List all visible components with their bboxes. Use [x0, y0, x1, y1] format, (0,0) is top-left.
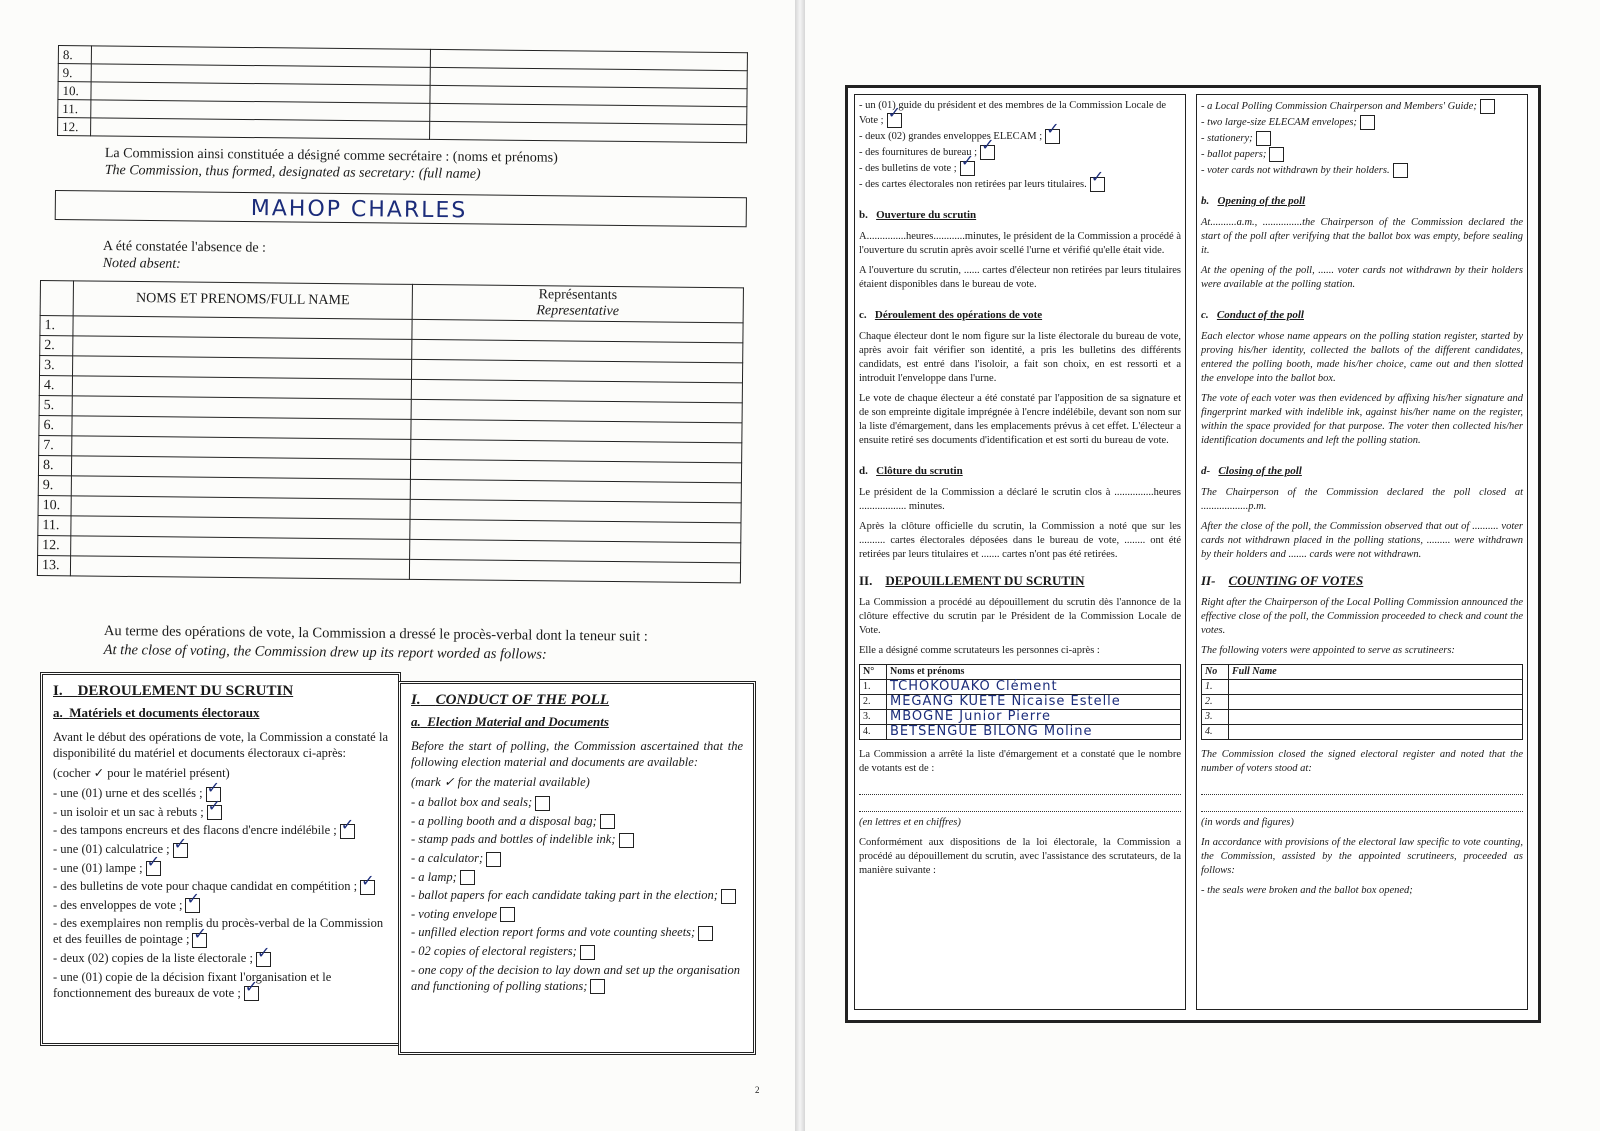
scrutineer-name[interactable] — [1229, 695, 1523, 710]
checkbox[interactable] — [535, 796, 550, 811]
list-item: - stamp pads and bottles of indelible ink; — [411, 831, 743, 848]
conduct-box-fr — [40, 672, 401, 1046]
row-number: 12. — [58, 118, 91, 136]
checkbox[interactable] — [1256, 131, 1271, 146]
row-number: 11. — [58, 100, 91, 118]
checkbox[interactable] — [500, 907, 515, 922]
paragraph: The vote of each voter was then evidenced by affixing his/her signature and fingerprint marked with indelible ink, against his/her name on the register, within the space provided for that purpose. The voter then collected his/her identification documents and left the polling station. — [1201, 393, 1523, 446]
row-number: 2. — [40, 336, 73, 356]
checkbox[interactable] — [590, 979, 605, 994]
row-number: 10. — [58, 82, 91, 100]
absent-label — [103, 238, 266, 274]
paragraph: Le vote de chaque électeur a été constaté par l'apposition de sa signature et de son empreinte digitale imprégnée à l'encre indélébile, devant son nom sur la liste d'émargement, dans les emplacements prévus à cet effet. L'électeur a ensuite retiré ses documents d'identification et est sorti du bureau de vote. — [859, 393, 1181, 446]
intro-text: Avant le début des opérations de vote, la Commission a constaté la disponibilité du matériel et documents électoraux ci-après: — [53, 730, 388, 760]
list-item: - des exemplaires non remplis du procès-verbal de la Commission et des feuilles de pointage ;✓ — [53, 915, 388, 948]
table-row — [860, 695, 1181, 710]
list-item: - a ballot box and seals; — [411, 794, 743, 811]
paragraph: Right after the Chairperson of the Local Polling Commission announced the effective close of the poll, the Commission proceeded to check and count the votes. — [1201, 597, 1523, 636]
material-list-fr — [53, 785, 388, 1001]
secretary-name: MAHOP CHARLES — [250, 196, 468, 224]
checkbox[interactable] — [360, 880, 375, 895]
tick-note: (mark ✓ for the material available) — [411, 775, 590, 789]
checkbox[interactable] — [600, 814, 615, 829]
field-note: (en lettres et en chiffres) — [859, 817, 961, 828]
subsection-title: c. Conduct of the poll — [1201, 309, 1304, 321]
subsection-title: a. Matériels et documents électoraux — [53, 705, 260, 720]
subsection-title: d- Closing of the poll — [1201, 465, 1302, 477]
list-item: - ballot papers for each candidate taking part in the election; — [411, 887, 743, 904]
row-number: 1. — [1202, 680, 1229, 695]
row-number: 4. — [39, 376, 72, 396]
row-number: 3. — [39, 356, 72, 376]
checkbox[interactable] — [580, 945, 595, 960]
col-header-rep: Représentants Representative — [412, 284, 743, 322]
table-row — [1202, 710, 1523, 725]
list-item: - des enveloppes de vote ;✓ — [53, 897, 388, 914]
checkbox[interactable] — [980, 145, 995, 160]
right-page — [805, 0, 1600, 1131]
table-row — [860, 725, 1181, 740]
list-item: - une (01) copie de la décision fixant l'organisation et le fonctionnement des bureaux de vote ;✓ — [53, 969, 388, 1002]
intro-text: Before the start of polling, the Commission ascertained that the following election material and documents are available: — [411, 739, 743, 769]
scrutineer-name[interactable]: BETSENGUE BILONG Moline — [887, 725, 1181, 740]
book-gutter — [795, 0, 805, 1131]
checkbox[interactable] — [340, 824, 355, 839]
checkbox[interactable] — [1393, 163, 1408, 178]
list-item: - deux (02) copies de la liste électorale ;✓ — [53, 950, 388, 967]
name-cell[interactable] — [70, 556, 409, 580]
voters-count-field[interactable] — [1201, 782, 1523, 795]
row-number: 1. — [860, 680, 887, 695]
scrutineers-table-en — [1201, 664, 1523, 740]
scrutineers-table-fr — [859, 664, 1181, 740]
section-title: II- COUNTING OF VOTES — [1201, 573, 1364, 588]
list-item: - voter cards not withdrawn by their holders. — [1201, 163, 1523, 178]
row-number: 3. — [1202, 710, 1229, 725]
list-item: - des fournitures de bureau ;✓ — [859, 145, 1181, 160]
checkbox[interactable] — [1045, 129, 1060, 144]
scrutineer-name[interactable]: MEGANG KUETE Nicaise Estelle — [887, 695, 1181, 710]
row-number: 10. — [38, 495, 71, 515]
list-item: - unfilled election report forms and vote counting sheets; — [411, 924, 743, 941]
scrutineer-name[interactable] — [1229, 680, 1523, 695]
section-title: II. DEPOUILLEMENT DU SCRUTIN — [859, 573, 1085, 588]
table-header: N° Noms et prénoms — [860, 665, 1181, 680]
row-number: 5. — [39, 395, 72, 415]
scrutineer-name[interactable] — [1229, 725, 1523, 740]
checkbox[interactable] — [244, 986, 259, 1001]
row-number: 8. — [38, 455, 71, 475]
table-row — [860, 710, 1181, 725]
subsection-title: d. Clôture du scrutin — [859, 465, 963, 477]
paragraph: Each elector whose name appears on the polling station register, started by proving his/her identity, collected the ballots of the different candidates, entered the polling booth, made his/her choice, came out and then slotted the envelope into the ballot box. — [1201, 331, 1523, 384]
checkbox[interactable] — [887, 113, 902, 128]
paragraph: Après la clôture officielle du scrutin, la Commission a noté que sur les .......... cartes électorales déposées dans le bureau de vote, ........ ont été retirées par leurs titulaires et ....... cartes n'ont pas été retirées. — [859, 521, 1181, 560]
scrutineer-name[interactable] — [1229, 710, 1523, 725]
paragraph: The following voters were appointed to serve as scrutineers: — [1201, 645, 1455, 656]
tick-note: (cocher ✓ pour le matériel présent) — [53, 766, 230, 780]
paragraph: At the opening of the poll, ...... voter cards not withdrawn by their holders were available at the polling station. — [1201, 265, 1523, 290]
table-row — [1202, 725, 1523, 740]
absent-label-en: Noted absent: — [102, 255, 181, 272]
list-item: - a polling booth and a disposal bag; — [411, 813, 743, 830]
voters-count-field[interactable] — [859, 782, 1181, 795]
rep-cell[interactable] — [409, 559, 740, 582]
checkbox[interactable] — [185, 898, 200, 913]
checkbox[interactable] — [1360, 115, 1375, 130]
checkbox[interactable] — [146, 861, 161, 876]
absent-label-fr: A été constatée l'absence de : — [102, 238, 267, 256]
row-number: 3. — [860, 710, 887, 725]
row-number: 2. — [1202, 695, 1229, 710]
voters-count-field[interactable] — [1201, 799, 1523, 812]
list-item: - des cartes électorales non retirées par leurs titulaires.✓ — [859, 177, 1181, 192]
row-number: 12. — [38, 535, 71, 555]
scrutineer-name[interactable]: MBOGNE Junior Pierre — [887, 710, 1181, 725]
column-fr — [854, 94, 1186, 1010]
checkbox[interactable] — [1480, 99, 1495, 114]
subsection-title: b. Ouverture du scrutin — [859, 209, 977, 221]
list-item: - the seals were broken and the ballot box opened; — [1201, 884, 1523, 898]
row-number: 11. — [38, 515, 71, 535]
list-item: - one copy of the decision to lay down and set up the organisation and functioning of polling stations; — [411, 962, 743, 995]
paragraph: La Commission a procédé au dépouillement du scrutin dès l'annonce de la clôture effective du scrutin par le Président de la Commission Locale de Vote. — [859, 597, 1181, 636]
conduct-box-en — [398, 681, 756, 1055]
row-number: 9. — [58, 64, 91, 82]
left-page — [0, 0, 795, 1131]
checkbox[interactable] — [173, 843, 188, 858]
voters-count-field[interactable] — [859, 799, 1181, 812]
paragraph: Elle a désigné comme scrutateurs les personnes ci-après : — [859, 645, 1100, 656]
list-item: - des bulletins de vote pour chaque candidat en compétition ;✓ — [53, 878, 388, 895]
paragraph: Le président de la Commission a déclaré le scrutin clos à ...............heures .................. minutes. — [859, 487, 1181, 512]
list-item: - des tampons encreurs et des flacons d'encre indélébile ;✓ — [53, 822, 388, 839]
checkbox[interactable] — [460, 870, 475, 885]
list-item: - deux (02) grandes enveloppes ELECAM ;✓ — [859, 129, 1181, 144]
checkbox[interactable] — [256, 952, 271, 967]
table-row — [1202, 680, 1523, 695]
absent-table — [37, 280, 744, 583]
checkbox[interactable] — [960, 161, 975, 176]
list-item: - des bulletins de vote ;✓ — [859, 161, 1181, 176]
table-row — [860, 680, 1181, 695]
secretary-field[interactable] — [55, 190, 747, 227]
row-number: 4. — [860, 725, 887, 740]
subsection-title: c. Déroulement des opérations de vote — [859, 309, 1043, 321]
list-item: - un (01) guide du président et des membres de la Commission Locale de Vote ;✓ — [859, 99, 1181, 128]
checkbox[interactable] — [698, 926, 713, 941]
table-row — [1202, 695, 1523, 710]
checkbox[interactable] — [1090, 177, 1105, 192]
list-item: - stationery; — [1201, 131, 1523, 146]
checkbox[interactable] — [721, 889, 736, 904]
rep-cell[interactable] — [430, 121, 747, 142]
list-item: - a Local Polling Commission Chairperson and Members' Guide; — [1201, 99, 1523, 114]
row-number: 2. — [860, 695, 887, 710]
list-item: - two large-size ELECAM envelopes; — [1201, 115, 1523, 130]
list-item: - a calculator; — [411, 850, 743, 867]
list-item: - un isoloir et un sac à rebuts ;✓ — [53, 804, 388, 821]
col-header-name: NOMS ET PRENOMS/FULL NAME — [73, 281, 412, 320]
list-item: - 02 copies of electoral registers; — [411, 943, 743, 960]
paragraph: A...............heures............minutes, le président de la Commission a procédé à l'ouverture du scrutin après avoir scellé l'urne et vérifié qu'elle était vide. — [859, 231, 1181, 256]
subsection-title: a. Election Material and Documents — [411, 714, 609, 729]
row-number: 4. — [1202, 725, 1229, 740]
close-text-en: At the close of voting, the Commission drew up its report worded as follows: — [103, 641, 547, 663]
checkbox[interactable] — [1269, 147, 1284, 162]
row-number: 1. — [40, 316, 73, 336]
page-number: 2 — [755, 1085, 760, 1095]
row-number: 13. — [37, 555, 70, 575]
list-item: - ballot papers; — [1201, 147, 1523, 162]
list-item: - a lamp; — [411, 869, 743, 886]
row-number: 6. — [39, 415, 72, 435]
paragraph: Chaque électeur dont le nom figure sur la liste électorale du bureau de vote, après avoir fait vérifier son identité, a pris les bulletins des différents candidats, est entré dans l'isoloir, a fait son choix, en est ressorti et a introduit l'enveloppe dans l'urne. — [859, 331, 1181, 384]
close-of-voting-text — [104, 622, 744, 667]
secretary-label-en: The Commission, thus formed, designated as secretary: (full name) — [104, 162, 481, 182]
report-frame — [845, 85, 1541, 1023]
secretary-label-fr: La Commission ainsi constituée a désigné comme secrétaire : (noms et prénoms) — [104, 145, 558, 166]
subsection-title: b. Opening of the poll — [1201, 195, 1306, 207]
list-item: - voting envelope — [411, 906, 743, 923]
list-item: - une (01) lampe ;✓ — [53, 860, 388, 877]
checkbox[interactable] — [486, 852, 501, 867]
row-number: 8. — [58, 46, 91, 64]
paragraph: La Commission a arrêté la liste d'émargement et a constaté que le nombre de votants est de : — [859, 749, 1181, 774]
list-item: - une (01) calculatrice ;✓ — [53, 841, 388, 858]
column-en — [1196, 94, 1528, 1010]
paragraph: In accordance with provisions of the electoral law specific to vote counting, the Commission, assisted by the appointed scrutineers, proceeded as follows: — [1201, 837, 1523, 876]
counting-steps — [1201, 884, 1523, 898]
section-title: I. CONDUCT OF THE POLL — [411, 692, 610, 708]
paragraph: After the close of the poll, the Commission observed that out of .......... voter cards not withdrawn placed in the polling stations, ......... were withdrawn by their holders and ....... cards were not withdrawn. — [1201, 521, 1523, 560]
row-number: 9. — [38, 475, 71, 495]
checkbox[interactable] — [619, 833, 634, 848]
paragraph: The Chairperson of the Commission declared the poll closed at ..................p.m. — [1201, 487, 1523, 512]
material-list-en — [411, 794, 743, 994]
checkbox[interactable] — [192, 933, 207, 948]
checkbox[interactable] — [207, 805, 222, 820]
section-title: I. DEROULEMENT DU SCRUTIN — [53, 683, 294, 699]
paragraph: Conformément aux dispositions de la loi électorale, la Commission a procédé au dépouillement du scrutin, avec l'assistance des scrutateurs, de la manière suivante : — [859, 837, 1181, 876]
name-cell[interactable] — [91, 118, 430, 140]
material-list-en-continued — [1201, 99, 1523, 178]
paragraph: The Commission closed the signed electoral register and noted that the number of voters stood at: — [1201, 749, 1523, 774]
table-header: No Full Name — [1202, 665, 1523, 680]
field-note: (in words and figures) — [1201, 817, 1294, 828]
row-number: 7. — [39, 435, 72, 455]
paragraph: At..........a.m., ...............the Chairperson of the Commission declared the start of the poll after verifying that the ballot box was empty, before sealing it. — [1201, 217, 1523, 256]
scrutineer-name[interactable]: TCHOKOUAKO Clément — [887, 680, 1181, 695]
close-text-fr: Au terme des opérations de vote, la Commission a dressé le procès-verbal dont la teneur suit : — [103, 622, 648, 645]
members-table-continued — [57, 45, 748, 143]
secretary-label — [105, 145, 745, 186]
paragraph: A l'ouverture du scrutin, ...... cartes d'électeur non retirées par leurs titulaires étaient disponibles dans le bureau de vote. — [859, 265, 1181, 290]
list-item: - une (01) urne et des scellés ;✓ — [53, 785, 388, 802]
material-list-fr-continued — [859, 99, 1181, 192]
